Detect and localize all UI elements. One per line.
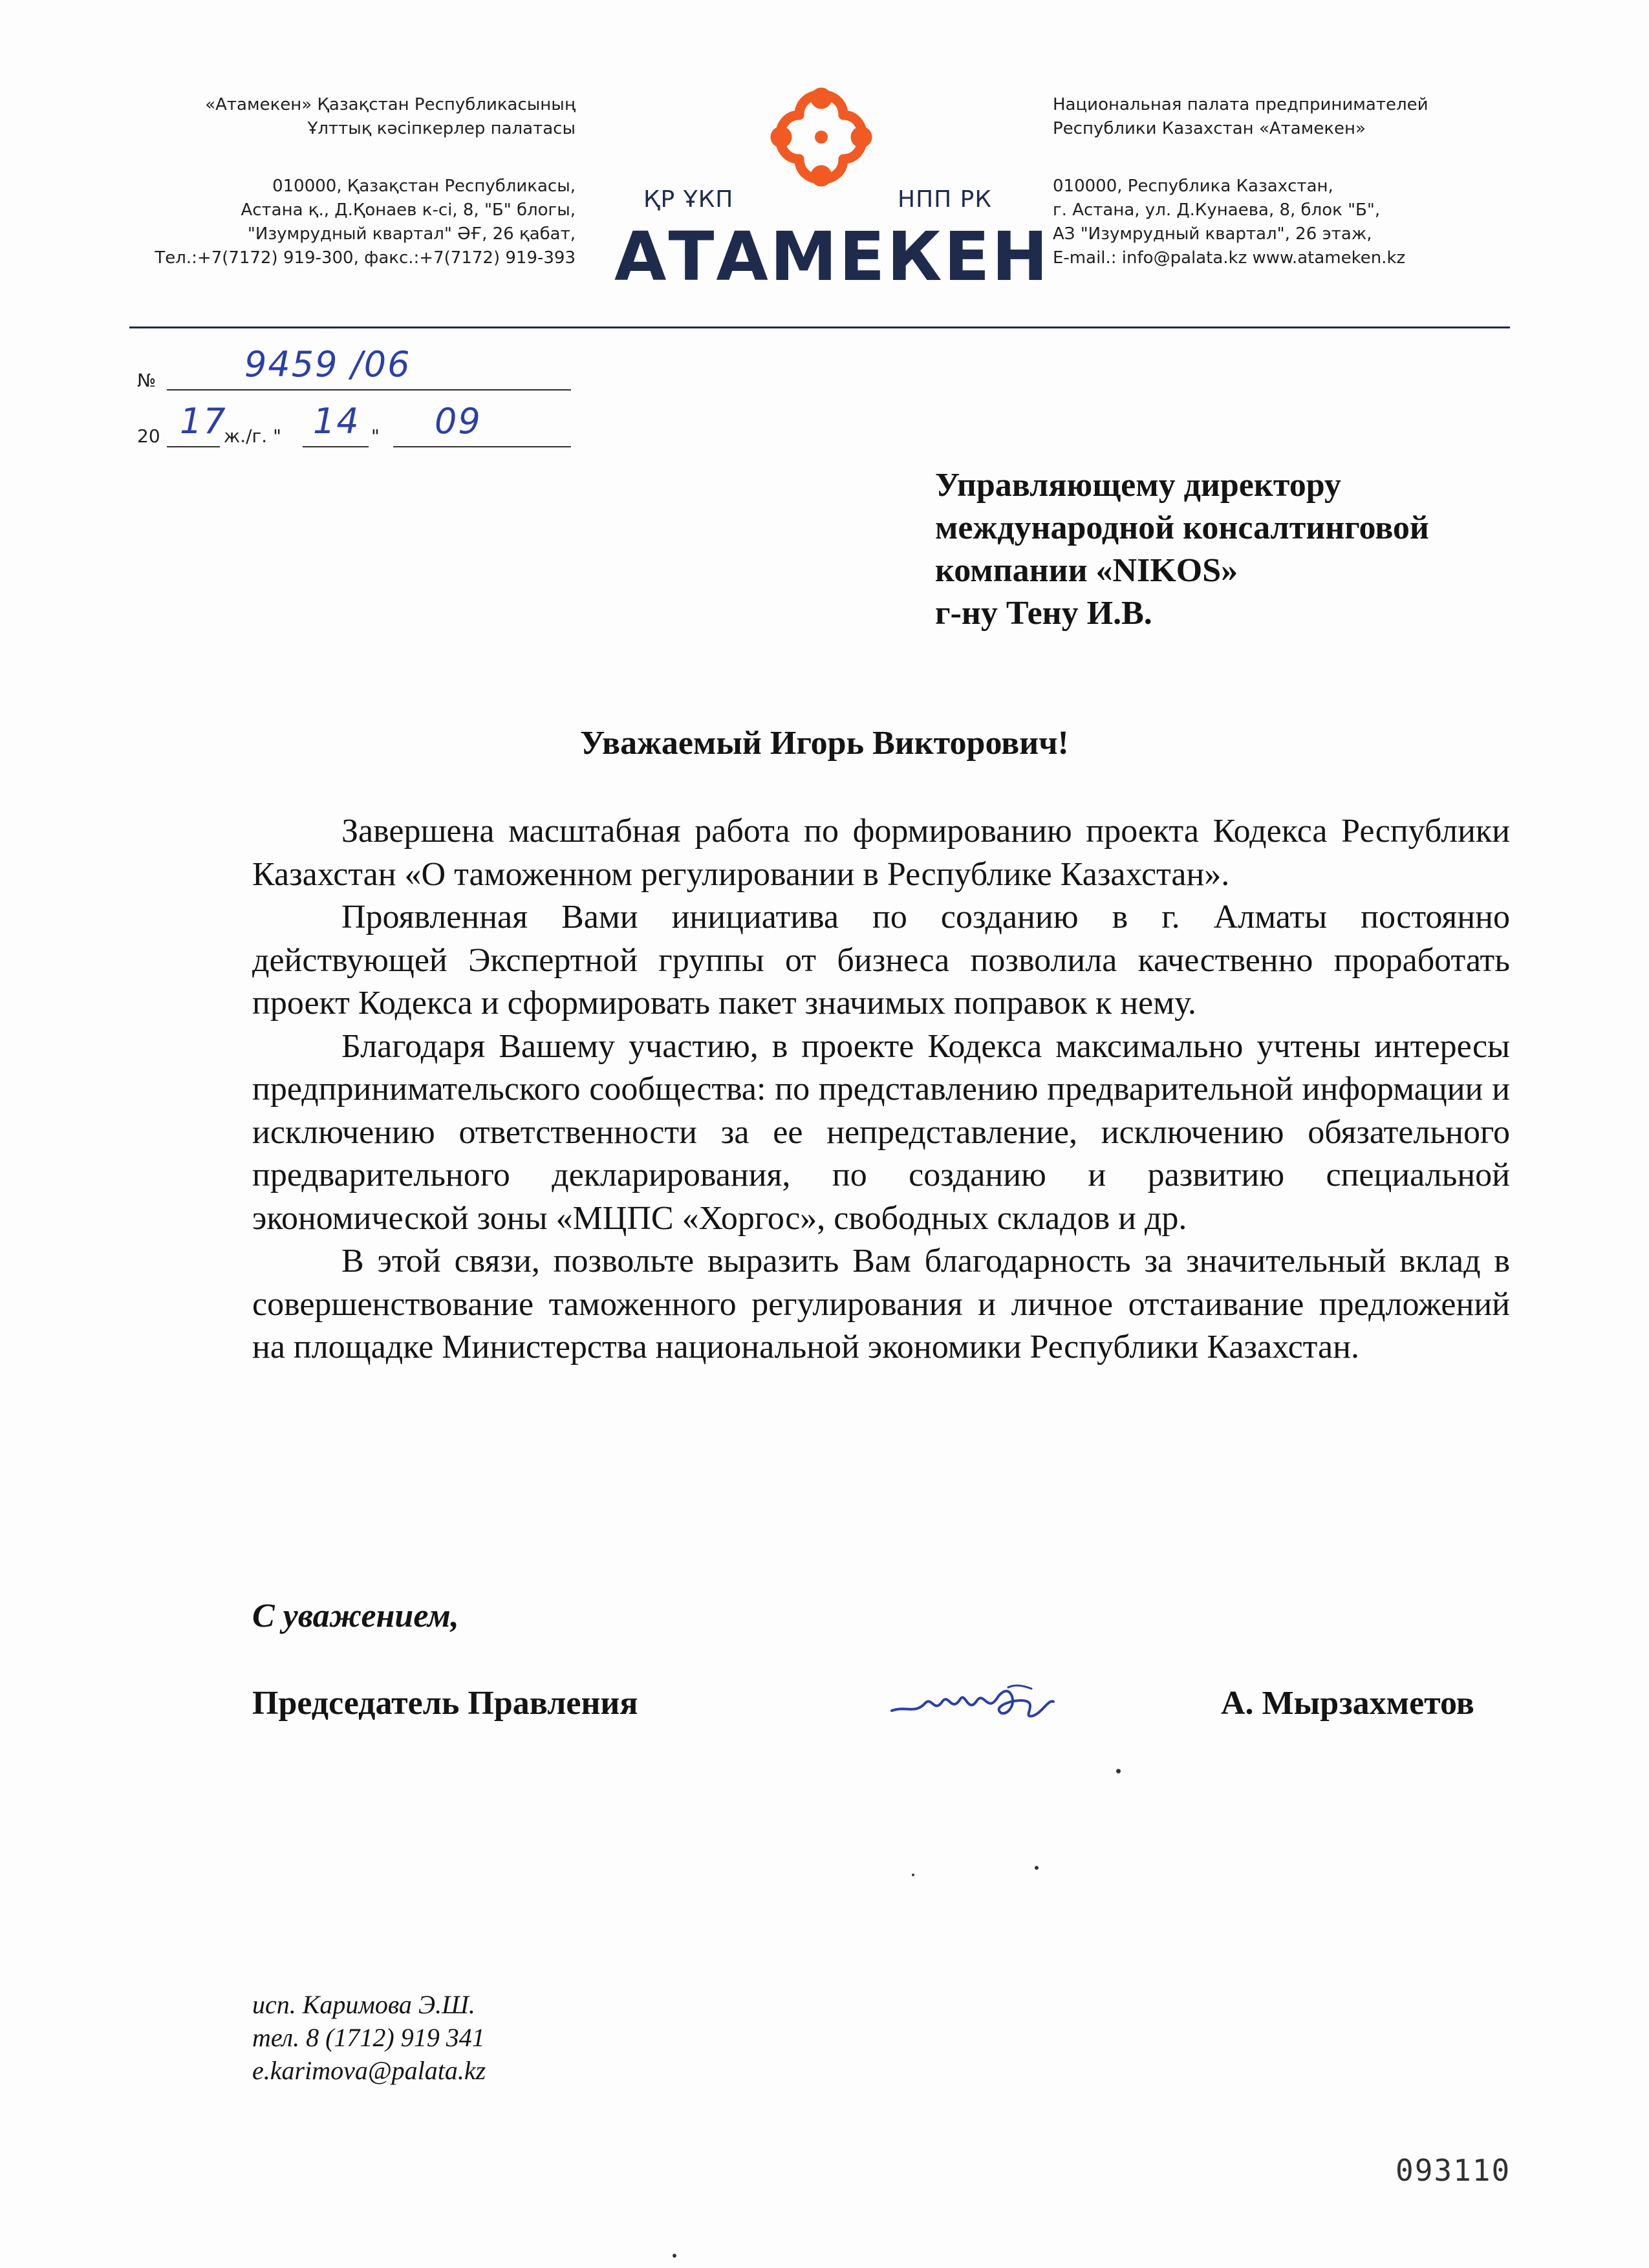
- addressee-line: компании «NIKOS»: [935, 552, 1238, 589]
- letterhead-line: Республики Казахстан «Атамекен»: [1053, 119, 1366, 138]
- letterhead-line: г. Астана, ул. Д.Кунаева, 8, блок "Б",: [1053, 200, 1381, 220]
- letter-body: [252, 810, 1510, 1369]
- letterhead-line: «Атамекен» Қазақстан Республикасының: [205, 95, 576, 114]
- reg-date-year-underline: [167, 446, 220, 447]
- addressee-line: международной консалтинговой: [935, 509, 1429, 546]
- executor-block: [252, 1988, 486, 2087]
- reg-date-day: 14: [313, 401, 360, 442]
- reg-number-label: №: [137, 370, 156, 391]
- executor-phone: тел. 8 (1712) 919 341: [252, 2023, 485, 2052]
- atameken-logo: [614, 76, 1050, 296]
- salutation: Уважаемый Игорь Викторович!: [580, 725, 1069, 762]
- handwritten-signature: [889, 1673, 1057, 1731]
- letterhead-line: Национальная палата предпринимателей: [1053, 95, 1428, 114]
- logo-code-kz: ҚР ҰКП: [643, 186, 734, 213]
- body-paragraph: Завершена масштабная работа по формированию проекта Кодекса Республики Казахстан «О таможенном регулировании в Республике Казахстан».: [252, 813, 1510, 893]
- letterhead-line: Тел.:+7(7172) 919-300, факс.:+7(7172) 919-393: [155, 248, 576, 268]
- letterhead-divider: [129, 326, 1510, 328]
- atameken-mark-icon: [759, 76, 883, 206]
- scan-speck: [912, 1874, 914, 1876]
- executor-name: исп. Каримова Э.Ш.: [252, 1990, 475, 2019]
- body-paragraph: Проявленная Вами инициатива по созданию в г. Алматы постоянно действующей Экспертной группы от бизнеса позволила качественно проработать проект Кодекса и сформировать пакет значимых поправок к нему.: [252, 899, 1510, 1022]
- signatory-name: А. Мырзахметов: [1221, 1685, 1474, 1722]
- addressee-block: [935, 464, 1517, 635]
- scan-speck: [673, 2254, 676, 2258]
- body-paragraph: В этой связи, позвольте выразить Вам благодарность за значительный вклад в совершенствование таможенного регулирования и личное отстаивание предложений на площадке Министерства национальной экономики Республики Казахстан.: [252, 1243, 1510, 1365]
- reg-date-year: 17: [180, 401, 227, 442]
- reg-date-year-suffix: ж./г. ": [224, 425, 281, 447]
- logo-code-ru: НПП РК: [898, 186, 992, 213]
- letterhead-line: E-mail.: info@palata.kz www.atameken.kz: [1053, 248, 1406, 268]
- letterhead-line: "Изумрудный квартал" ӘҒ, 26 қабат,: [247, 224, 576, 244]
- signatory-title: Председатель Правления: [252, 1685, 638, 1722]
- body-paragraph: Благодаря Вашему участию, в проекте Кодекса максимально учтены интересы предпринимательского сообщества: по представлению предварительной информации и исключению ответственности за ее непредставление, исключению обязательного предварительного декларирования, по созданию и развитию специальной экономической зоны «МЦПС «Хоргос», свободных складов и др.: [252, 1027, 1510, 1237]
- reg-number-value: 9459 /06: [244, 344, 411, 385]
- reg-date-year-prefix: 20: [137, 425, 160, 447]
- logo-wordmark: АТАМЕКЕН: [614, 217, 1050, 296]
- executor-email: e.karimova@palata.kz: [252, 2056, 486, 2085]
- letterhead-line: АЗ "Изумрудный квартал", 26 этаж,: [1053, 224, 1372, 244]
- letterhead-left-org: [97, 93, 576, 141]
- reg-date-month-underline: [393, 446, 571, 447]
- letterhead-right-org: [1053, 93, 1570, 141]
- reg-date-day-underline: [303, 446, 369, 447]
- letterhead-line: Астана қ., Д.Қонаев к-сі, 8, "Б" блогы,: [241, 200, 576, 220]
- reg-date-day-close: ": [371, 425, 380, 447]
- reg-date-month: 09: [435, 401, 482, 442]
- letterhead-line: 010000, Республика Казахстан,: [1053, 177, 1333, 196]
- letterhead-line: 010000, Қазақстан Республикасы,: [272, 177, 576, 196]
- letterhead-right-address: [1053, 175, 1570, 270]
- addressee-line: г-ну Тену И.В.: [935, 595, 1152, 632]
- document-number: 093110: [1396, 2153, 1511, 2188]
- letterhead-left-address: [97, 175, 576, 270]
- scan-speck: [1035, 1866, 1039, 1870]
- reg-number-underline: [167, 389, 571, 390]
- addressee-line: Управляющему директору: [935, 467, 1341, 504]
- letterhead-line: Ұлттық кәсіпкерлер палатасы: [307, 119, 576, 138]
- closing: С уважением,: [252, 1598, 459, 1634]
- scan-speck: [1116, 1769, 1121, 1773]
